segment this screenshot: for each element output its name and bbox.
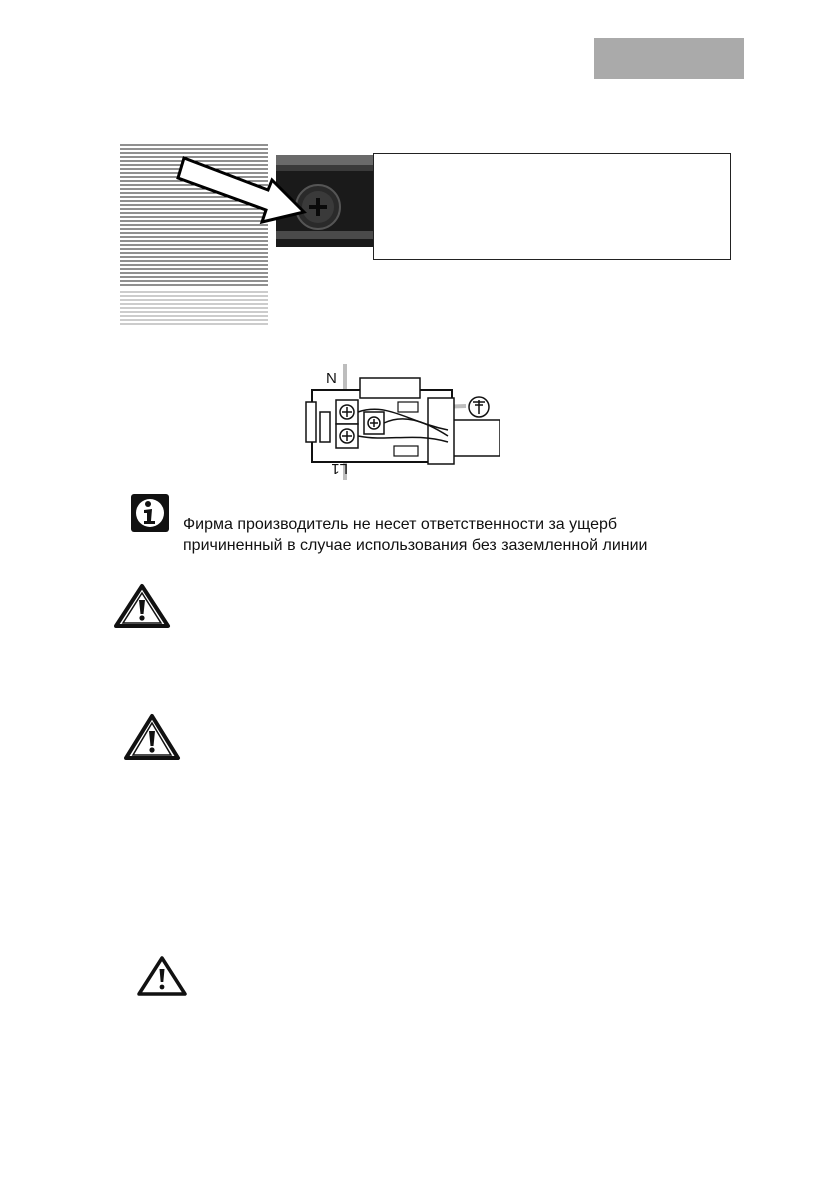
label-live: L1 — [331, 460, 348, 477]
arrow-right-icon — [172, 150, 312, 240]
ground-symbol-icon — [469, 397, 489, 417]
warning-triangle-icon — [113, 583, 171, 629]
label-neutral: N — [326, 370, 337, 387]
callout-text-box — [373, 153, 731, 260]
warning-triangle-icon — [123, 713, 181, 761]
warning-triangle-icon — [136, 955, 188, 997]
info-icon — [131, 494, 169, 532]
info-note-text: Фирма производитель не несет ответственности за ущерб причиненный в случае использования без заземленной линии — [183, 516, 648, 554]
terminal-block-diagram — [298, 362, 500, 482]
language-tab — [594, 38, 744, 79]
